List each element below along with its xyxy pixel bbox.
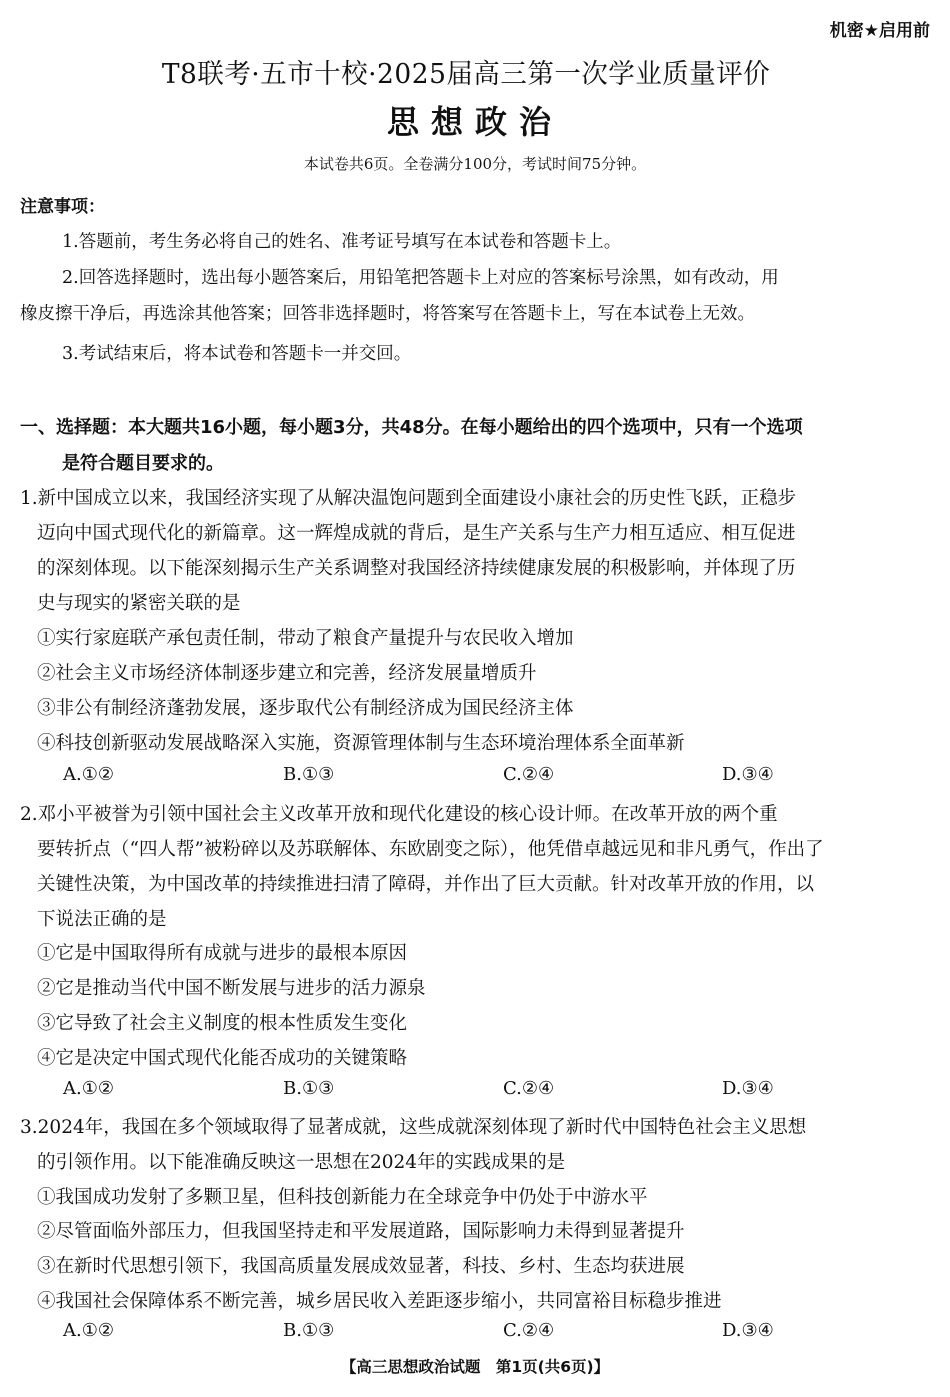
statement-option: ②社会主义市场经济体制逐步建立和完善，经济发展量增质升 bbox=[37, 663, 537, 684]
choice-c: C.②④ bbox=[503, 764, 555, 785]
subject-title: 思想政治 bbox=[386, 103, 563, 141]
choice-c: C.②④ bbox=[503, 1320, 555, 1341]
exam-title: T8联考·五市十校·2025届高三第一次学业质量评价 bbox=[161, 59, 771, 90]
statement-option: ①它是中国取得所有成就与进步的最根本原因 bbox=[37, 943, 408, 964]
question-text: 的深刻体现。以下能深刻揭示生产关系调整对我国经济持续健康发展的积极影响，并体现了历 bbox=[37, 558, 796, 579]
statement-option: ②它是推动当代中国不断发展与进步的活力源泉 bbox=[37, 978, 426, 999]
notice-item-3: 3.考试结束后，将本试卷和答题卡一并交回。 bbox=[62, 344, 412, 364]
page-footer: 【高三思想政治试题 第1页(共6页)】 bbox=[340, 1358, 610, 1376]
confidential-mark: 机密★启用前 bbox=[829, 21, 930, 41]
choice-a: A.①② bbox=[63, 1320, 114, 1341]
statement-option: ④科技创新驱动发展战略深入实施，资源管理体制与生态环境治理体系全面革新 bbox=[37, 733, 685, 754]
notice-heading: 注意事项： bbox=[20, 197, 105, 217]
statement-option: ③非公有制经济蓬勃发展，逐步取代公有制经济成为国民经济主体 bbox=[37, 698, 574, 719]
question-text: 要转折点（“四人帮”被粉碎以及苏联解体、东欧剧变之际），他凭借卓越远见和非凡勇气，作出了 bbox=[37, 839, 824, 860]
section-heading-cont: 是符合题目要求的。 bbox=[62, 453, 224, 474]
section-heading: 一、选择题：本大题共16小题，每小题3分，共48分。在每小题给出的四个选项中，只有一个选项 bbox=[20, 417, 803, 438]
question-text: 3.2024年，我国在多个领域取得了显著成就，这些成就深刻体现了新时代中国特色社会主义思想 bbox=[20, 1117, 807, 1138]
question-text: 的引领作用。以下能准确反映这一思想在2024年的实践成果的是 bbox=[37, 1152, 566, 1173]
choice-b: B.①③ bbox=[283, 1078, 335, 1099]
question-text: 迈向中国式现代化的新篇章。这一辉煌成就的背后，是生产关系与生产力相互适应、相互促进 bbox=[37, 523, 796, 544]
choice-b: B.①③ bbox=[283, 764, 335, 785]
question-text: 史与现实的紧密关联的是 bbox=[37, 593, 241, 614]
statement-option: ①我国成功发射了多颗卫星，但科技创新能力在全球竞争中仍处于中游水平 bbox=[37, 1187, 648, 1208]
statement-option: ③它导致了社会主义制度的根本性质发生变化 bbox=[37, 1013, 408, 1034]
question-text: 下说法正确的是 bbox=[37, 909, 167, 930]
choice-d: D.③④ bbox=[722, 764, 774, 785]
choice-c: C.②④ bbox=[503, 1078, 555, 1099]
notice-item-2: 2.回答选择题时，选出每小题答案后，用铅笔把答题卡上对应的答案标号涂黑，如有改动，用 bbox=[62, 268, 779, 288]
exam-meta: 本试卷共6页。全卷满分100分，考试时间75分钟。 bbox=[303, 155, 647, 173]
notice-item-2-cont: 橡皮擦干净后，再选涂其他答案；回答非选择题时，将答案写在答题卡上，写在本试卷上无效。 bbox=[20, 304, 755, 324]
question-text: 1.新中国成立以来，我国经济实现了从解决温饱问题到全面建设小康社会的历史性飞跃，正稳步 bbox=[20, 488, 797, 509]
question-text: 2.邓小平被誉为引领中国社会主义改革开放和现代化建设的核心设计师。在改革开放的两个重 bbox=[20, 804, 778, 825]
notice-item-1: 1.答题前，考生务必将自己的姓名、准考证号填写在本试卷和答题卡上。 bbox=[62, 232, 622, 252]
choice-d: D.③④ bbox=[722, 1078, 774, 1099]
statement-option: ④我国社会保障体系不断完善，城乡居民收入差距逐步缩小，共同富裕目标稳步推进 bbox=[37, 1291, 722, 1312]
statement-option: ④它是决定中国式现代化能否成功的关键策略 bbox=[37, 1048, 408, 1069]
statement-option: ①实行家庭联产承包责任制，带动了粮食产量提升与农民收入增加 bbox=[37, 628, 574, 649]
statement-option: ③在新时代思想引领下，我国高质量发展成效显著，科技、乡村、生态均获进展 bbox=[37, 1256, 685, 1277]
question-text: 关键性决策，为中国改革的持续推进扫清了障碍，并作出了巨大贡献。针对改革开放的作用，以 bbox=[37, 874, 815, 895]
choice-d: D.③④ bbox=[722, 1320, 774, 1341]
statement-option: ②尽管面临外部压力，但我国坚持走和平发展道路，国际影响力未得到显著提升 bbox=[37, 1221, 685, 1242]
choice-a: A.①② bbox=[63, 1078, 114, 1099]
choice-b: B.①③ bbox=[283, 1320, 335, 1341]
choice-a: A.①② bbox=[63, 764, 114, 785]
